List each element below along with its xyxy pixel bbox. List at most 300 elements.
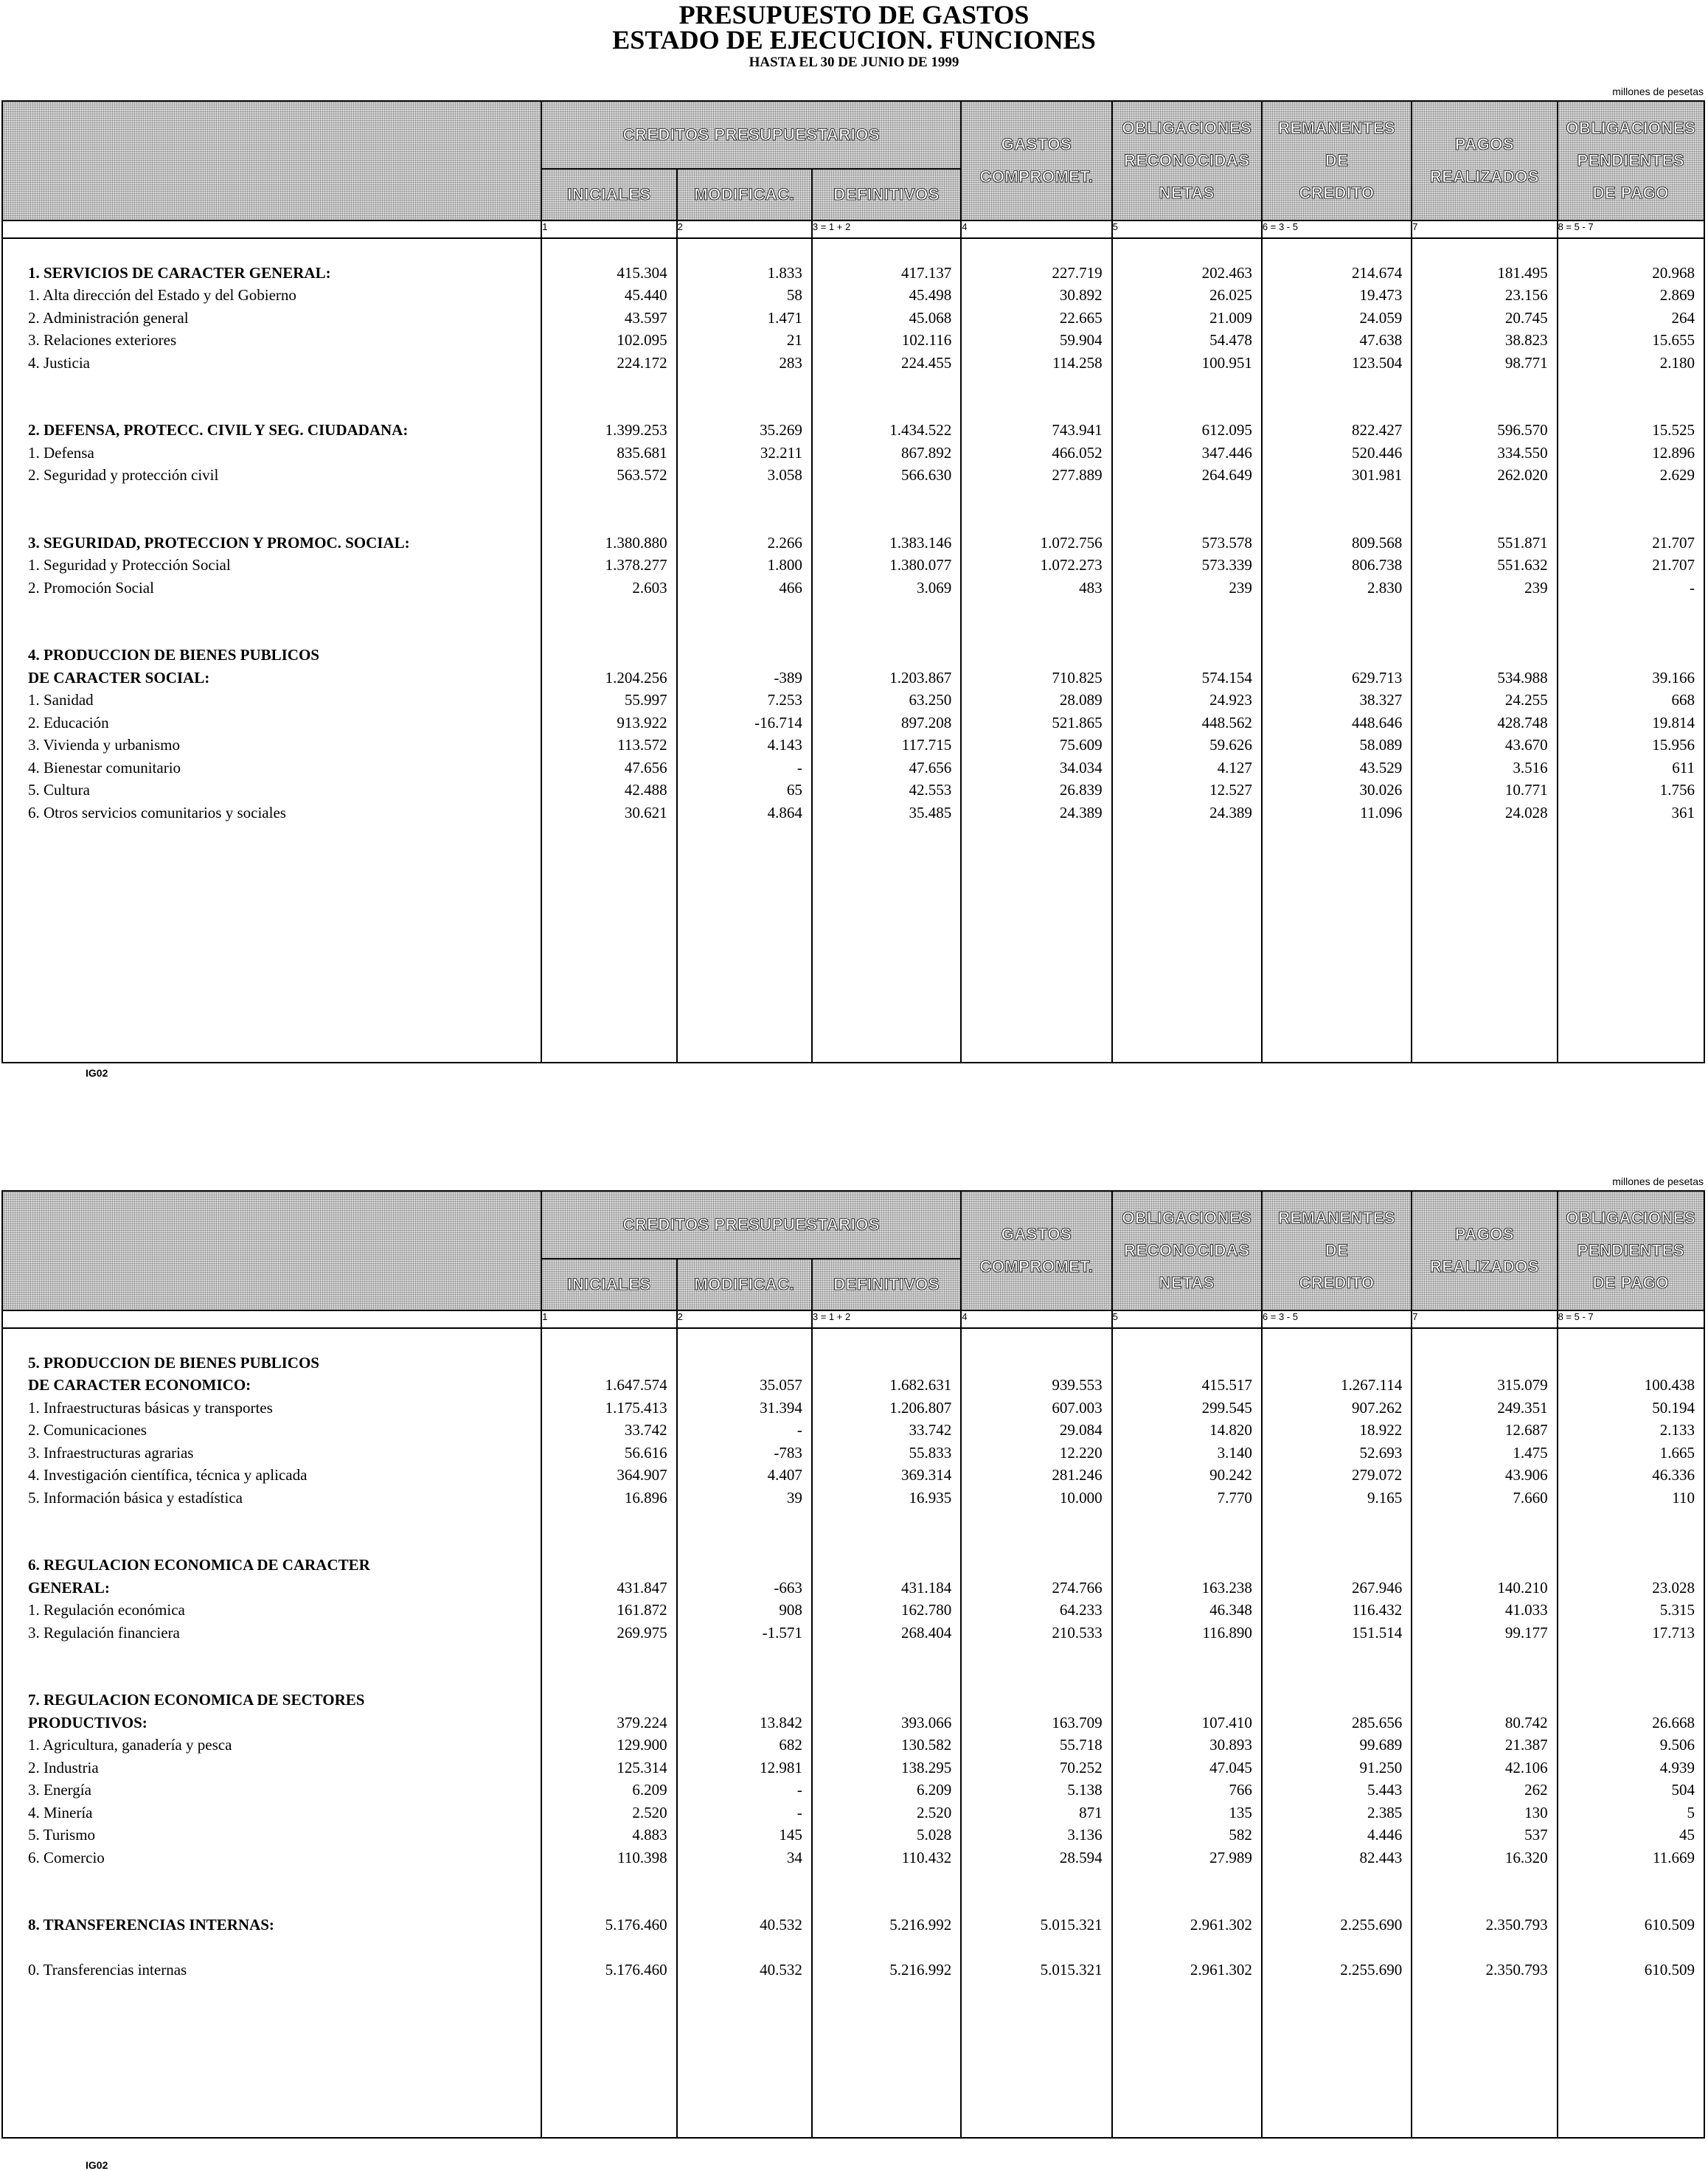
row-label: 4. Bienestar comunitario [28,758,181,777]
table-cell: 11.669 [1653,1848,1695,1866]
cell-wrapper [1558,1622,1695,1644]
table-cell: 20.745 [1504,308,1548,327]
cell-wrapper [1412,1487,1547,1510]
subcategory-row-label [28,1397,541,1420]
header-modificac-label: MODIFICAC. [694,1275,795,1293]
table-cell: 301.981 [1352,466,1403,484]
category-row-label [28,262,541,285]
cell-wrapper [1263,442,1402,465]
cell-wrapper [678,757,802,779]
table-cell: 162.780 [900,1601,952,1619]
table-cell: 629.713 [1352,668,1403,687]
table-cell: 5.216.992 [889,1916,952,1934]
header-pendientes-line: DE PAGO [1592,1274,1669,1292]
row-label: 3. SEGURIDAD, PROTECCION Y PROMOC. SOCIAL: [28,533,410,552]
cell-wrapper [813,1397,951,1420]
table-cell: 596.570 [1497,421,1548,439]
subcategory-row-label [28,1622,541,1644]
cell-wrapper [542,779,667,802]
table-cell: 35.485 [909,803,952,821]
table-cell: 24.389 [1209,803,1252,821]
table-cell: - [796,1421,802,1439]
cell-wrapper [813,689,951,712]
cell-wrapper [542,1397,667,1420]
table-cell: 5.138 [1067,1781,1103,1799]
table-cell: 45 [1679,1826,1695,1844]
column-number: 6 = 3 - 5 [1262,1310,1412,1328]
table-cell: 806.738 [1352,556,1403,574]
cell-wrapper [813,1734,951,1757]
table-cell: 1.206.807 [889,1398,952,1417]
cell-wrapper [1412,1757,1547,1779]
row-label-continued: GENERAL: [28,1578,110,1597]
header-definitivos [812,1259,961,1310]
table-cell: 1.682.631 [889,1376,952,1394]
table-cell: 91.250 [1359,1758,1403,1776]
table-cell: 1.471 [767,308,802,327]
table-cell: 55.718 [1059,1736,1103,1754]
table-cell: 163.709 [1052,1713,1103,1731]
cell-wrapper [1113,712,1252,734]
cell-wrapper [1412,1622,1547,1644]
table-cell: 14.820 [1209,1421,1252,1439]
table-cell: 21.707 [1652,556,1695,574]
table-cell: 125.314 [617,1758,667,1776]
value-column [812,238,961,1063]
header-remanentes-line: REMANENTES [1278,1209,1396,1227]
table-cell: 43.670 [1504,736,1548,754]
cell-wrapper [813,1419,951,1442]
column-number: 5 [1112,220,1262,238]
cell-wrapper [542,1487,667,1510]
table-cell: 2.869 [1659,286,1695,304]
table-cell: -1.571 [762,1623,802,1642]
cell-wrapper [1412,1374,1547,1397]
table-cell: 5.443 [1367,1781,1403,1799]
cell-wrapper [1558,532,1695,555]
table-cell: 537 [1524,1826,1548,1844]
row-label: 8. TRANSFERENCIAS INTERNAS: [28,1916,274,1934]
cell-wrapper [1113,329,1252,352]
header-blank [2,1191,541,1310]
header-obligaciones [1112,1191,1262,1310]
table-cell: 1.665 [1659,1443,1695,1462]
table-cell: 227.719 [1052,263,1103,282]
cell-wrapper [962,1442,1102,1465]
cell-wrapper [813,1959,951,1981]
cell-wrapper [1412,802,1547,824]
table-cell: 130 [1524,1803,1548,1821]
table-cell: 24.059 [1359,308,1403,327]
table-cell: 9.506 [1659,1736,1695,1754]
cell-wrapper [962,757,1102,779]
cell-wrapper [678,577,802,600]
table-cell: 822.427 [1352,421,1403,439]
cell-wrapper [813,442,951,465]
row-label: 2. Promoción Social [28,578,154,597]
table-cell: 2.255.690 [1340,1916,1403,1934]
table-cell: 315.079 [1497,1376,1548,1394]
subcategory-row-label [28,1599,541,1622]
table-cell: 20.968 [1652,263,1695,282]
report-title: PRESUPUESTO DE GASTOS [678,0,1030,29]
value-column [677,1328,812,2138]
table-cell: 135 [1229,1803,1252,1821]
cell-wrapper [1412,1914,1547,1936]
table-cell: 21.707 [1652,533,1695,552]
cell-wrapper [542,532,667,555]
row-label: 6. REGULACION ECONOMICA DE CARACTER [28,1556,370,1574]
table-cell: 32.211 [760,443,802,462]
cell-wrapper [1558,284,1695,307]
table-cell: 42.106 [1504,1758,1548,1776]
cell-wrapper [1412,757,1547,779]
header-pendientes-line: DE PAGO [1592,184,1669,202]
table-cell: 56.616 [624,1443,667,1462]
cell-wrapper [1412,329,1547,352]
table-cell: 4.127 [1217,758,1252,777]
column-number: 1 [541,220,676,238]
header-creditos [541,1191,961,1259]
header-pagos-line: REALIZADOS [1429,167,1539,186]
table-cell: 809.568 [1352,533,1403,552]
cell-wrapper [678,1599,802,1622]
cell-wrapper [1113,802,1252,824]
cell-wrapper [1113,577,1252,600]
cell-wrapper [1263,1487,1402,1510]
subcategory-row-label [28,1442,541,1465]
cell-wrapper [542,1419,667,1442]
cell-wrapper [1263,779,1402,802]
cell-wrapper [962,1577,1102,1599]
table-cell: 285.656 [1352,1713,1403,1731]
table-cell: 45.440 [624,286,667,304]
cell-wrapper [542,1824,667,1847]
cell-wrapper [1113,1802,1252,1824]
cell-wrapper [678,307,802,330]
table-cell: 99.689 [1359,1736,1403,1754]
table-cell: 907.262 [1352,1398,1403,1417]
table-cell: -16.714 [754,713,802,732]
table-cell: 5.015.321 [1040,1961,1103,1979]
cell-wrapper [678,1802,802,1824]
cell-wrapper [813,307,951,330]
row-label: 3. Relaciones exteriores [28,331,177,349]
table-cell: 415.517 [1201,1376,1252,1394]
table-cell: 43.529 [1359,758,1403,777]
report-subtitle: ESTADO DE EJECUCION. FUNCIONES [612,25,1096,55]
table-cell: 24.389 [1059,803,1103,821]
cell-wrapper [1113,554,1252,577]
header-gastos [961,101,1111,220]
column-number: 7 [1412,1310,1557,1328]
cell-wrapper [542,712,667,734]
header-pendientes-line: OBLIGACIONES [1566,1209,1696,1227]
cell-wrapper [1263,554,1402,577]
table-cell: 551.632 [1497,556,1548,574]
cell-wrapper [1113,1487,1252,1510]
header-creditos-label: CREDITOS PRESUPUESTARIOS [622,125,881,144]
header-obligaciones-line: OBLIGACIONES [1122,1209,1252,1227]
table-cell: 1.475 [1513,1443,1548,1462]
cell-wrapper [1263,1622,1402,1644]
cell-wrapper [678,1419,802,1442]
cell-wrapper [813,802,951,824]
cell-wrapper [1412,1824,1547,1847]
table-cell: 15.655 [1652,331,1695,349]
column-number: 2 [677,220,812,238]
row-label: 4. Justicia [28,353,90,372]
page-code: IG02 [86,1067,108,1079]
table-cell: 361 [1671,803,1695,821]
table-cell: 610.509 [1644,1961,1695,1979]
table-cell: -389 [774,668,802,687]
subcategory-row-label [28,1464,541,1487]
column-number: 2 [677,1310,812,1328]
cell-wrapper [962,262,1102,285]
row-label: 3. Energía [28,1781,91,1799]
table-cell: 17.713 [1652,1623,1695,1642]
table-cell: 63.250 [909,691,952,709]
column-number: 1 [541,1310,676,1328]
table-cell: 138.295 [900,1758,952,1776]
table-cell: 2.350.793 [1485,1961,1548,1979]
cell-wrapper [1263,1712,1402,1734]
cell-wrapper [813,419,951,442]
column-number: 6 = 3 - 5 [1262,220,1412,238]
row-label: 5. Información básica y estadística [28,1488,243,1507]
table-cell: 10.000 [1059,1488,1103,1507]
cell-wrapper [1412,1959,1547,1981]
cell-wrapper [1113,307,1252,330]
table-cell: 267.946 [1352,1578,1403,1597]
table-cell: 47.656 [624,758,667,777]
cell-wrapper [542,554,667,577]
cell-wrapper [1263,329,1402,352]
table-cell: 43.597 [624,308,667,327]
column-number: 4 [961,1310,1111,1328]
table-cell: 2.180 [1659,353,1695,372]
header-remanentes [1262,101,1412,220]
table-cell: 117.715 [901,736,952,754]
row-label: 1. Alta dirección del Estado y del Gobierno [28,286,296,304]
table-cell: 3.516 [1513,758,1548,777]
table-cell: 41.033 [1504,1601,1548,1619]
header-pagos [1412,101,1557,220]
row-label: 2. Seguridad y protección civil [28,466,219,484]
cell-wrapper [813,262,951,285]
cell-wrapper [1263,464,1402,487]
cell-wrapper [542,1599,667,1622]
cell-wrapper [1558,1419,1695,1442]
cell-wrapper [962,689,1102,712]
table-cell: 1.267.114 [1341,1376,1403,1394]
cell-wrapper [1412,1802,1547,1824]
cell-wrapper [813,284,951,307]
cell-wrapper [962,554,1102,577]
table-cell: 70.252 [1059,1758,1103,1776]
table-cell: 21.009 [1209,308,1252,327]
table-cell: 59.904 [1059,331,1103,349]
cell-wrapper [813,1914,951,1936]
header-gastos-line: GASTOS [1001,1225,1072,1243]
value-column [1558,238,1704,1063]
cell-wrapper [813,577,951,600]
cell-wrapper [813,779,951,802]
table-cell: 26.839 [1059,781,1103,799]
table-cell: 12.687 [1504,1421,1548,1439]
budget-table-page-2 [1,1190,1705,2139]
cell-wrapper [542,1622,667,1644]
header-obligaciones-line: NETAS [1159,184,1215,202]
table-cell: 1.399.253 [605,421,667,439]
cell-wrapper [1113,1374,1252,1397]
cell-wrapper [813,1487,951,1510]
cell-wrapper [962,712,1102,734]
row-label: 1. Seguridad y Protección Social [28,556,231,574]
table-cell: 913.922 [617,713,667,732]
row-label: 1. Regulación económica [28,1601,185,1619]
header-obligaciones [1112,101,1262,220]
cell-wrapper [1558,1914,1695,1936]
cell-wrapper [1412,1847,1547,1869]
cell-wrapper [1113,1622,1252,1644]
cell-wrapper [678,1779,802,1802]
table-cell: 2.385 [1367,1803,1403,1821]
table-cell: 262.020 [1497,466,1548,484]
subcategory-row-label [28,284,541,307]
table-cell: 7.770 [1217,1488,1252,1507]
column-number: 7 [1412,220,1557,238]
cell-wrapper [1263,352,1402,375]
table-cell: 34 [786,1848,802,1866]
subcategory-row-label [28,1487,541,1510]
header-pendientes-line: PENDIENTES [1577,151,1685,170]
units-label: millones de pesetas [1612,86,1704,97]
subcategory-row-label [28,329,541,352]
cell-wrapper [1263,1419,1402,1442]
table-cell: 415.304 [617,263,667,282]
column-number: 8 = 5 - 7 [1558,1310,1704,1328]
table-cell: 710.825 [1052,668,1103,687]
table-cell: 1.380.077 [889,556,952,574]
table-cell: 1.647.574 [605,1376,667,1394]
cell-wrapper [813,1464,951,1487]
cell-wrapper [542,329,667,352]
cell-wrapper [813,329,951,352]
category-row-label [28,1914,541,1936]
table-cell: 2.255.690 [1340,1961,1403,1979]
cell-wrapper [1113,689,1252,712]
cell-wrapper [1113,262,1252,285]
cell-wrapper [1113,442,1252,465]
table-cell: 100.438 [1644,1376,1695,1394]
cell-wrapper [962,1824,1102,1847]
cell-wrapper [962,1734,1102,1757]
table-cell: 7.253 [767,691,802,709]
cell-wrapper [542,442,667,465]
table-cell: 448.562 [1201,713,1252,732]
cell-wrapper [962,802,1102,824]
cell-wrapper [813,1847,951,1869]
cell-wrapper [1558,262,1695,285]
table-cell: 224.172 [617,353,667,372]
cell-wrapper [678,1487,802,1510]
cell-wrapper [1412,262,1547,285]
cell-wrapper [962,1599,1102,1622]
cell-wrapper [1263,1599,1402,1622]
cell-wrapper [1113,464,1252,487]
table-cell: 682 [779,1736,802,1754]
row-label-continued: PRODUCTIVOS: [28,1713,147,1731]
table-cell: 181.495 [1497,263,1548,282]
cell-wrapper [813,1577,951,1599]
table-cell: 33.742 [909,1421,952,1439]
table-cell: 573.578 [1201,533,1252,552]
cell-wrapper [1412,532,1547,555]
cell-wrapper [1558,712,1695,734]
cell-wrapper [1412,464,1547,487]
cell-wrapper [962,419,1102,442]
cell-wrapper [542,1442,667,1465]
table-cell: 4.883 [632,1826,667,1844]
header-remanentes-line: CREDITO [1299,184,1375,202]
table-cell: 12.220 [1059,1443,1103,1462]
table-cell: 116.890 [1202,1623,1252,1642]
table-cell: 2.350.793 [1485,1916,1548,1934]
header-creditos-label: CREDITOS PRESUPUESTARIOS [622,1215,881,1234]
cell-wrapper [542,419,667,442]
cell-wrapper [678,1712,802,1734]
table-cell: 50.194 [1652,1398,1695,1417]
cell-wrapper [542,1847,667,1869]
table-cell: 129.900 [617,1736,667,1754]
category-row-label [28,1689,541,1734]
table-cell: 262 [1524,1781,1548,1799]
table-cell: 766 [1229,1781,1252,1799]
cell-wrapper [962,667,1102,689]
row-label: 4. PRODUCCION DE BIENES PUBLICOS [28,646,319,664]
table-cell: 26.668 [1652,1713,1695,1731]
table-cell: 466.052 [1052,443,1103,462]
cell-wrapper [678,419,802,442]
table-cell: 6.209 [632,1781,667,1799]
table-cell: 520.446 [1352,443,1403,462]
table-cell: 13.842 [760,1713,802,1731]
table-cell: 47.638 [1359,331,1403,349]
cell-wrapper [1558,442,1695,465]
header-modificac [677,1259,812,1310]
cell-wrapper [542,689,667,712]
table-cell: 417.137 [900,263,952,282]
column-number: 3 = 1 + 2 [812,220,961,238]
cell-wrapper [1113,419,1252,442]
table-cell: 610.509 [1644,1916,1695,1934]
cell-wrapper [1263,262,1402,285]
subcategory-row-label [28,464,541,487]
cell-wrapper [678,689,802,712]
cell-wrapper [1113,1712,1252,1734]
table-cell: 16.896 [624,1488,667,1507]
table-cell: 11.096 [1360,803,1403,821]
cell-wrapper [1412,419,1547,442]
subcategory-row-label [28,1757,541,1779]
cell-wrapper [1558,1464,1695,1487]
cell-wrapper [1263,689,1402,712]
header-obligaciones-line: NETAS [1159,1274,1215,1292]
cell-wrapper [678,262,802,285]
row-label: 6. Otros servicios comunitarios y sociales [28,803,286,821]
